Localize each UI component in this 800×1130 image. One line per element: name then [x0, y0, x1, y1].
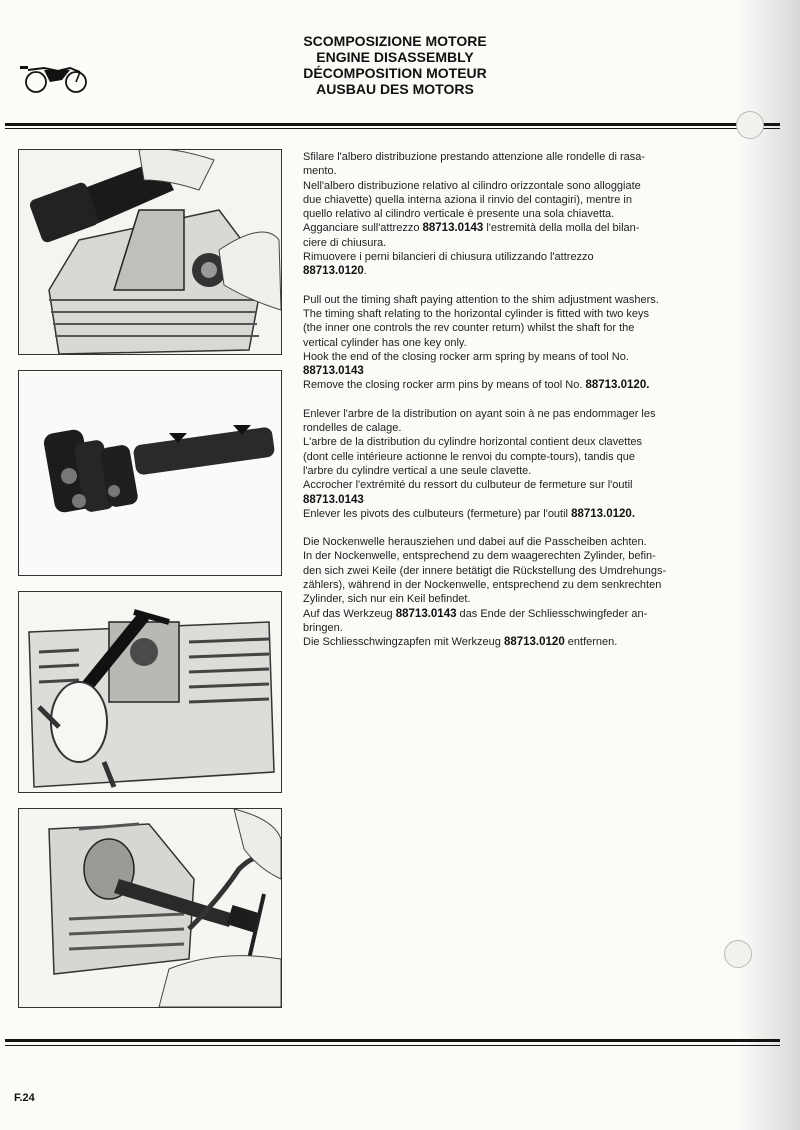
text-line: Rimuovere i perni bilancieri di chiusura utilizzando l'attrezzo: [303, 251, 594, 264]
text-line: The timing shaft relating to the horizontal cylinder is fitted with two keys: [303, 307, 650, 320]
section-italian: [303, 150, 717, 279]
title-english: ENGINE DISASSEMBLY: [316, 49, 474, 65]
text-line: Enlever l'arbre de la distribution on ayant soin à ne pas endommager les: [303, 407, 656, 420]
text-line: den sich zwei Keile (der innere betätigt die Rückstellung des Umdrehungs-: [303, 564, 667, 577]
tool-number: 88713.0120: [303, 265, 364, 278]
photo-camshaft: [18, 370, 282, 576]
text-line: [303, 378, 717, 392]
motorcycle-logo-icon: [14, 56, 94, 96]
text-fragment: das Ende der Schliesschwingfeder an-: [456, 607, 648, 620]
text-line: Sfilare l'albero distribuzione prestando attenzione alle rondelle di rasa-: [303, 151, 646, 163]
section-english: [303, 293, 717, 393]
text-fragment: Die Schliesschwingzapfen mit Werkzeug: [303, 636, 504, 649]
title-italian: SCOMPOSIZIONE MOTORE: [303, 33, 487, 49]
binder-hole: [724, 940, 752, 968]
section-french: [303, 407, 717, 521]
text-line: Zylinder, sich nur ein Keil befindet.: [303, 593, 471, 606]
text-line: quello relativo al cilindro verticale è presente una sola chiavetta.: [303, 208, 615, 221]
text-line: rondelles de calage.: [303, 422, 402, 435]
text-line: In der Nockenwelle, entsprechend zu dem waagerechten Zylinder, befin-: [303, 550, 656, 563]
section-german: [303, 535, 717, 649]
instructions-text: [303, 150, 717, 664]
text-fragment: Enlever les pivots des culbuteurs (fermeture) par l'outil: [303, 507, 572, 520]
text-line: (dont celle intérieure actionne le renvoi du compte-tours), tandis que: [303, 450, 636, 463]
header-rule-thin: [5, 128, 780, 129]
text-line: due chiavette) quella interna aziona il rinvio del contagiri), mentre in: [303, 193, 632, 206]
binder-hole: [736, 111, 764, 139]
text-fragment: Agganciare sull'attrezzo: [303, 222, 423, 235]
text-line: Pull out the timing shaft paying attention to the shim adjustment washers.: [303, 293, 659, 306]
tool-number: 88713.0120: [503, 636, 565, 649]
text-line: L'arbre de la distribution du cylindre horizontal contient deux clavettes: [303, 436, 643, 449]
footer-rule-thin: [5, 1045, 780, 1046]
text-fragment: Remove the closing rocker arm pins by means of tool No.: [303, 379, 586, 392]
text-line: (the inner one controls the rev counter return) whilst the shaft for the: [303, 322, 635, 335]
text-line: [303, 635, 717, 649]
tool-number: 88713.0143: [422, 222, 484, 235]
title-french: DÉCOMPOSITION MOTEUR: [303, 65, 487, 81]
text-line: [303, 607, 717, 621]
tool-number: 88713.0143: [395, 607, 457, 620]
text-line: bringen.: [303, 621, 343, 634]
text-fragment: .: [363, 265, 367, 278]
text-line: l'arbre du cylindre vertical a une seule clavette.: [303, 464, 532, 477]
text-line: zählers), während in der Nockenwelle, entsprechend zu dem senkrechten: [303, 579, 662, 592]
page-title: [230, 33, 560, 97]
title-german: AUSBAU DES MOTORS: [316, 81, 474, 97]
tool-number: 88713.0143: [303, 493, 364, 506]
text-line: [303, 493, 717, 507]
header-rule-thick: [5, 123, 780, 126]
text-line: mento.: [303, 165, 337, 178]
tool-number: 88713.0143: [303, 365, 364, 378]
text-line: Nell'albero distribuzione relativo al cilindro orizzontale sono alloggiate: [303, 179, 641, 192]
footer-rule-thick: [5, 1039, 780, 1042]
photo-rocker-pin-extractor: [18, 808, 282, 1008]
text-line: ciere di chiusura.: [303, 236, 387, 249]
text-line: [303, 364, 717, 378]
text-line: Die Nockenwelle herausziehen und dabei auf die Passcheiben achten.: [303, 536, 647, 549]
page-number: F.24: [14, 1092, 35, 1104]
text-fragment: l'estremità della molla del bilan-: [483, 222, 640, 235]
tool-number: 88713.0120.: [585, 379, 650, 392]
photo-closing-spring-tool: [18, 591, 282, 793]
tool-number: 88713.0120.: [571, 507, 636, 520]
text-fragment: Auf das Werkzeug: [303, 607, 396, 620]
text-fragment: entfernen.: [564, 636, 618, 649]
photo-timing-shaft-removal: [18, 149, 282, 355]
text-line: Accrocher l'extrémité du ressort du culbuteur de fermeture sur l'outil: [303, 479, 633, 492]
text-line: [303, 507, 717, 521]
text-line: [303, 221, 717, 235]
text-line: [303, 264, 717, 278]
text-line: Hook the end of the closing rocker arm spring by means of tool No.: [303, 350, 629, 363]
text-line: vertical cylinder has one key only.: [303, 336, 467, 349]
